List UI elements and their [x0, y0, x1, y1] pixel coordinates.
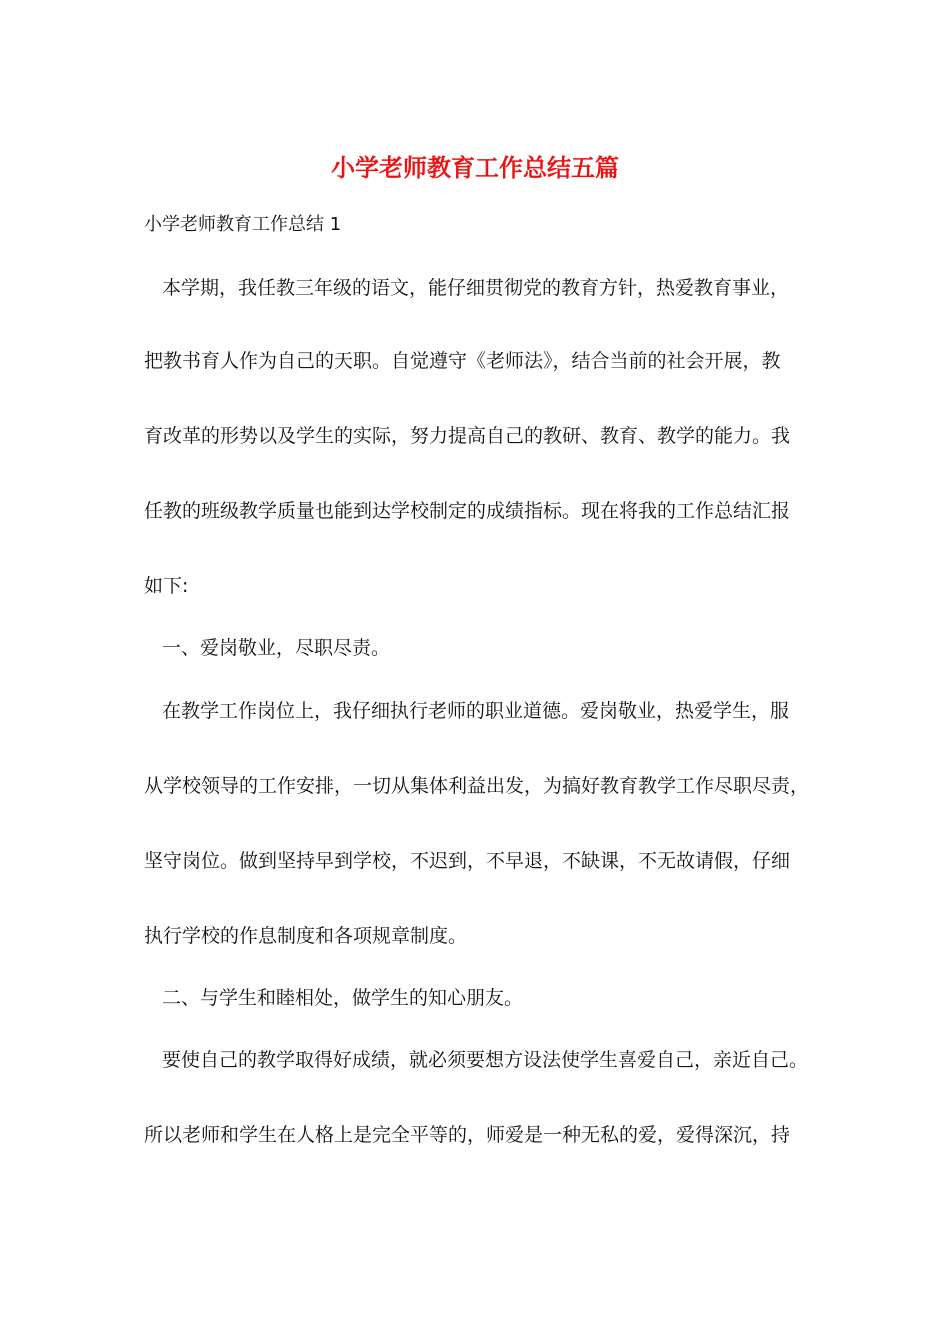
paragraph-line: 坚守岗位。做到坚持早到学校，不迟到，不早退，不缺课，不无故请假，仔细 [144, 850, 791, 872]
paragraph-line: 从学校领导的工作安排，一切从集体利益出发，为搞好教育教学工作尽职尽责， [144, 775, 810, 797]
paragraph-line: 所以老师和学生在人格上是完全平等的，师爱是一种无私的爱，爱得深沉，持 [144, 1124, 791, 1146]
paragraph-line: 育改革的形势以及学生的实际，努力提高自己的教研、教育、教学的能力。我 [144, 425, 791, 447]
paragraph-line: 把教书育人作为自己的天职。自觉遵守《老师法》，结合当前的社会开展，教 [144, 350, 781, 372]
paragraph-line: 任教的班级教学质量也能到达学校制定的成绩指标。现在将我的工作总结汇报 [144, 500, 791, 522]
section-heading: 小学老师教育工作总结 1 [144, 214, 342, 235]
paragraph-line: 如下: [144, 575, 189, 597]
paragraph-line: 在教学工作岗位上，我仔细执行老师的职业道德。爱岗敬业，热爱学生，服 [162, 700, 790, 722]
paragraph-line: 本学期，我任教三年级的语文，能仔细贯彻党的教育方针，热爱教育事业， [162, 277, 790, 299]
document-title: 小学老师教育工作总结五篇 [331, 153, 619, 182]
paragraph-line: 要使自己的教学取得好成绩，就必须要想方设法使学生喜爱自己，亲近自己。 [162, 1049, 809, 1071]
section-heading-line: 一、爱岗敬业，尽职尽责。 [162, 637, 391, 659]
paragraph-line: 执行学校的作息制度和各项规章制度。 [144, 925, 468, 947]
section-heading-line: 二、与学生和睦相处，做学生的知心朋友。 [162, 987, 524, 1009]
